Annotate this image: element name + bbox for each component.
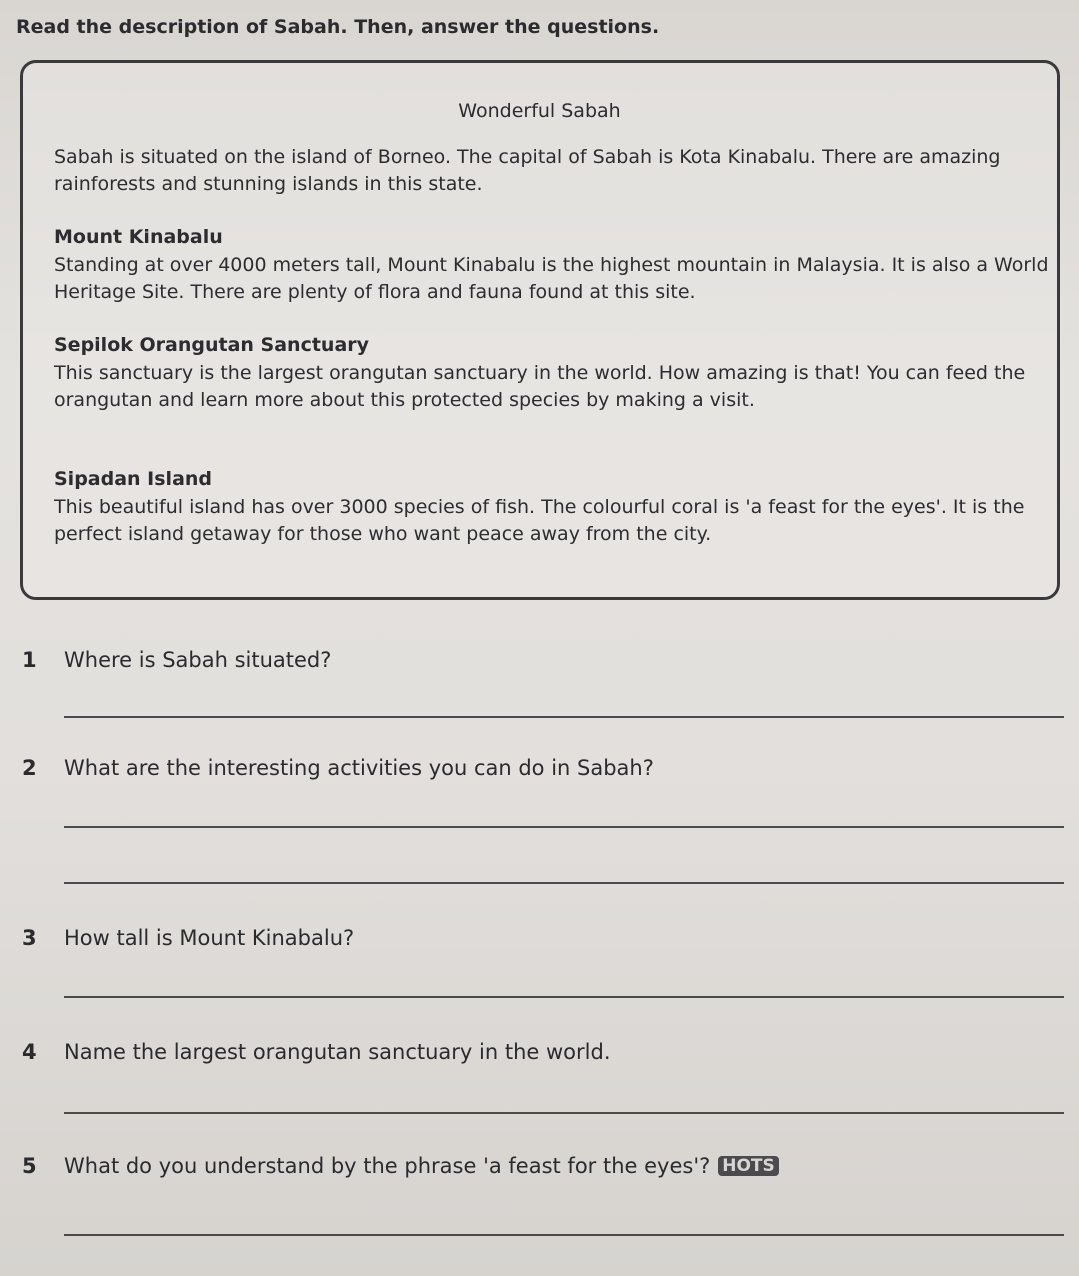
question-2 [22,756,654,780]
question-4 [22,1040,611,1064]
section-sipadan [54,464,1049,548]
question-number: 4 [22,1040,37,1064]
section-text: Standing at over 4000 meters tall, Mount Kinabalu is the highest mountain in Malaysia. It is also a World Heritage Site. There are plenty of flora and fauna found at this site. [54,254,1049,303]
answer-line-2a[interactable] [64,826,1064,828]
question-number: 5 [22,1154,37,1178]
section-heading: Sepilok Orangutan Sanctuary [54,334,370,356]
passage-intro: Sabah is situated on the island of Borneo. The capital of Sabah is Kota Kinabalu. There are amazing rainforests and stunning islands in this state. [54,146,1001,195]
answer-line-2b[interactable] [64,882,1064,884]
question-text: Name the largest orangutan sanctuary in the world. [64,1040,611,1064]
answer-line-5[interactable] [64,1234,1064,1236]
question-3 [22,926,354,950]
answer-line-4[interactable] [64,1112,1064,1114]
section-text: This beautiful island has over 3000 species of fish. The colourful coral is 'a feast for the eyes'. It is the perfect island getaway for those who want peace away from the city. [54,496,1025,545]
question-text: How tall is Mount Kinabalu? [64,926,355,950]
section-sepilok [54,330,1049,414]
answer-line-3[interactable] [64,996,1064,998]
instruction-text: Read the description of Sabah. Then, answer the questions. [16,16,660,38]
section-heading: Mount Kinabalu [54,226,223,248]
question-text: Where is Sabah situated? [64,648,332,672]
hots-badge: HOTS [718,1156,779,1176]
question-number: 1 [22,648,37,672]
question-1 [22,648,331,672]
question-text: What are the interesting activities you can do in Sabah? [64,756,654,780]
section-mount-kinabalu [54,222,1049,306]
question-number: 2 [22,756,37,780]
answer-line-1[interactable] [64,716,1064,718]
section-heading: Sipadan Island [54,468,213,490]
passage-title: Wonderful Sabah [458,100,621,122]
question-text: What do you understand by the phrase 'a feast for the eyes'? [64,1154,711,1178]
question-number: 3 [22,926,37,950]
section-text: This sanctuary is the largest orangutan sanctuary in the world. How amazing is that! You can feed the orangutan and learn more about this protected species by making a visit. [54,362,1026,411]
question-5 [22,1154,779,1178]
